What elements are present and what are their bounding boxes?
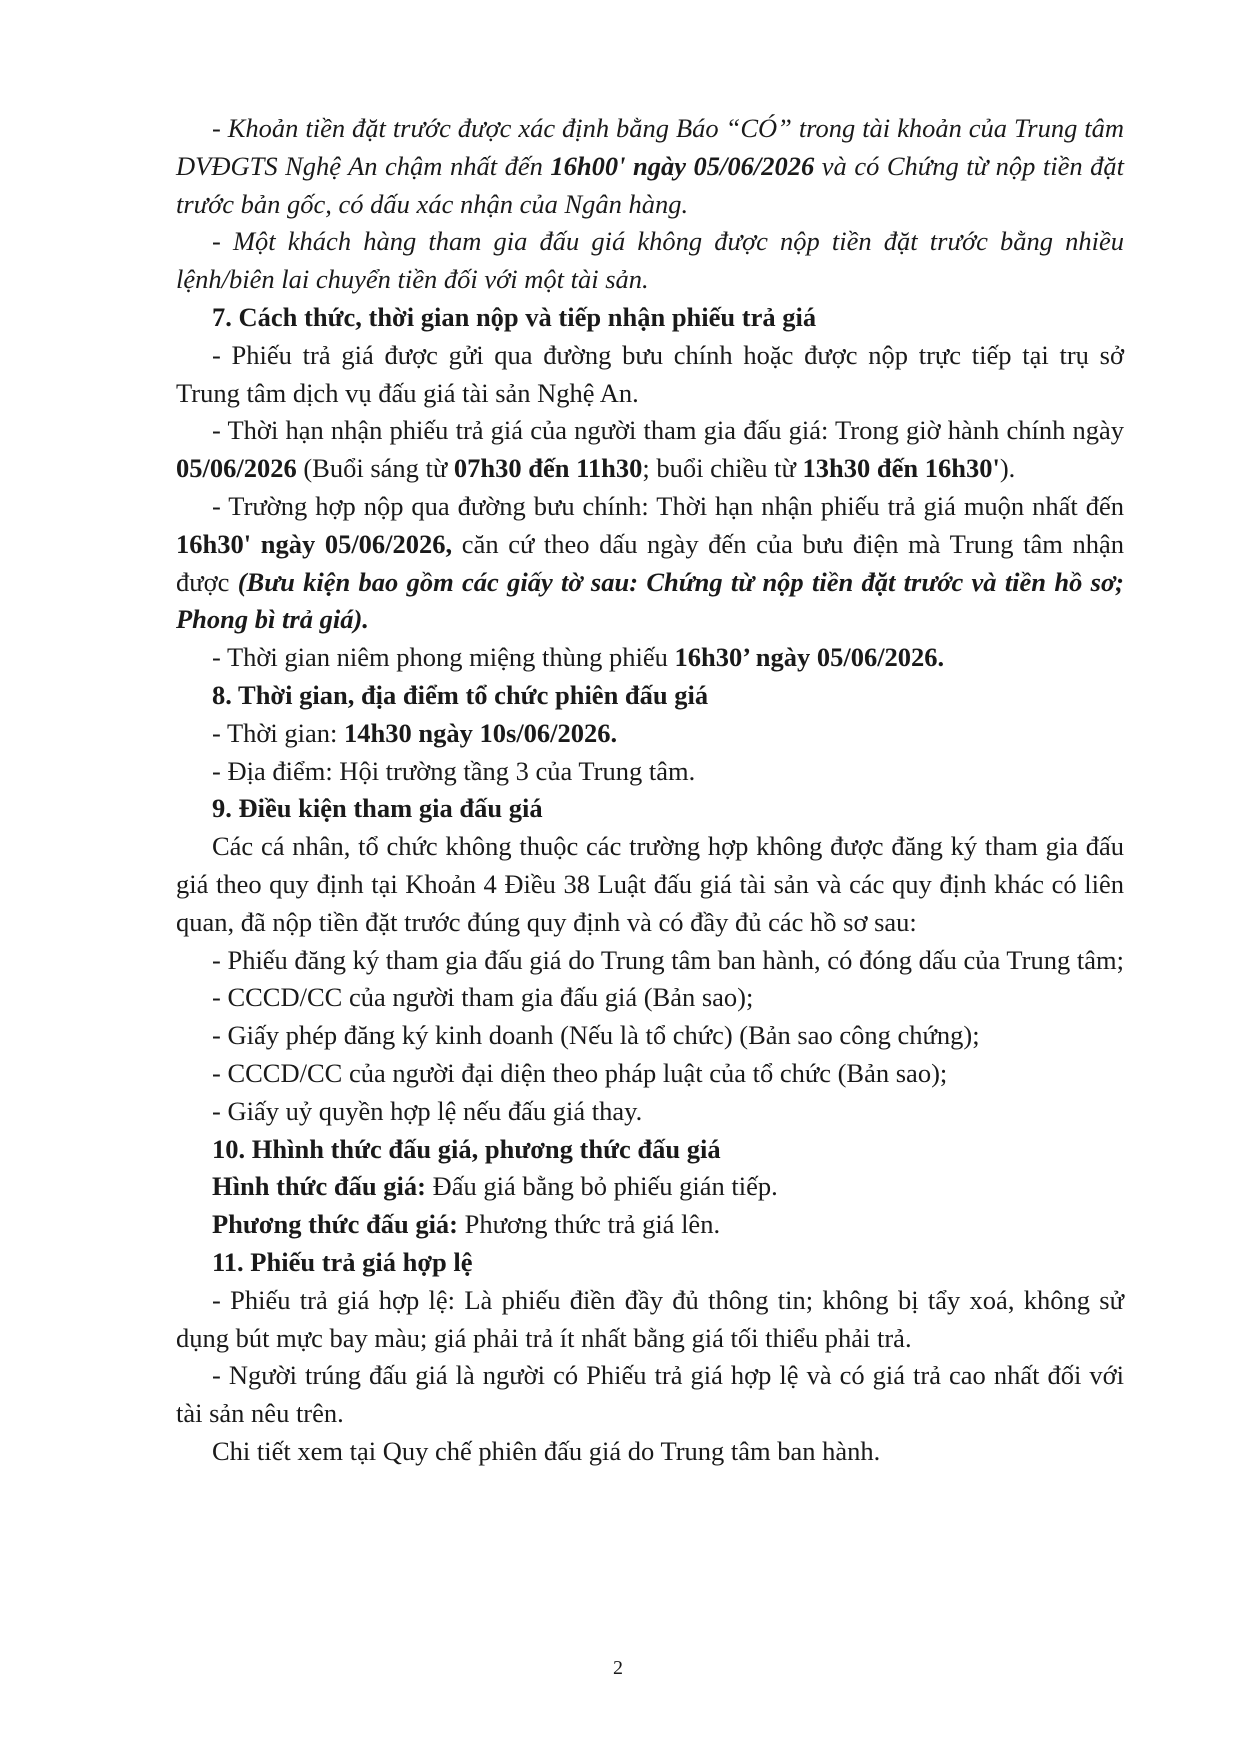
deposit-confirmation-paragraph: - Khoản tiền đặt trước được xác định bằng Báo “CÓ” trong tài khoản của Trung tâm DVĐGTS Nghệ An chậm nhất đến 16h00' ngày 05/06/2026 và có Chứng từ nộp tiền đặt trước bản gốc, có dấu xác nhận của Ngân hàng. <box>176 113 1124 219</box>
section-7-paragraph-4: - Thời gian niêm phong miệng thùng phiếu 16h30’ ngày 05/06/2026. <box>212 642 945 673</box>
section-9-item: - Giấy uỷ quyền hợp lệ nếu đấu giá thay. <box>212 1095 643 1126</box>
section-8-location: - Địa điểm: Hội trường tầng 3 của Trung tâm. <box>212 755 696 786</box>
section-11-paragraph-2: - Người trúng đấu giá là người có Phiếu trả giá hợp lệ và có giá trả cao nhất đối với tài sản nêu trên. <box>176 1360 1124 1429</box>
section-9-item: - CCCD/CC của người đại diện theo pháp luật của tổ chức (Bản sao); <box>212 1057 948 1088</box>
auction-method-line: Phương thức đấu giá: Phương thức trả giá lên. <box>212 1209 721 1240</box>
section-8-heading: 8. Thời gian, địa điểm tổ chức phiên đấu giá <box>212 679 709 710</box>
section-7-heading: 7. Cách thức, thời gian nộp và tiếp nhận phiếu trả giá <box>212 301 817 332</box>
page-number: 2 <box>613 1657 623 1679</box>
section-7-paragraph-1: - Phiếu trả giá được gửi qua đường bưu chính hoặc được nộp trực tiếp tại trụ sở Trung tâm dịch vụ đấu giá tài sản Nghệ An. <box>176 339 1124 408</box>
single-deposit-paragraph: - Một khách hàng tham gia đấu giá không được nộp tiền đặt trước bằng nhiều lệnh/biên lai chuyển tiền đối với một tài sản. <box>176 226 1124 295</box>
section-10-heading: 10. Hhình thức đấu giá, phương thức đấu giá <box>212 1133 721 1164</box>
auction-form-line: Hình thức đấu giá: Đấu giá bằng bỏ phiếu gián tiếp. <box>212 1171 778 1202</box>
section-11-heading: 11. Phiếu trả giá hợp lệ <box>212 1246 473 1277</box>
section-9-intro: Các cá nhân, tổ chức không thuộc các trường hợp không được đăng ký tham gia đấu giá theo quy định tại Khoản 4 Điều 38 Luật đấu giá tài sản và các quy định khác có liên quan, đã nộp tiền đặt trước đúng quy định và có đầy đủ các hồ sơ sau: <box>176 831 1124 937</box>
section-7-paragraph-3: - Trường hợp nộp qua đường bưu chính: Thời hạn nhận phiếu trả giá muộn nhất đến 16h30' ngày 05/06/2026, căn cứ theo dấu ngày đến của bưu điện mà Trung tâm nhận được (Bưu kiện bao gồm các giấy tờ sau: Chứng từ nộp tiền đặt trước và tiền hồ sơ; Phong bì trả giá). <box>176 490 1124 635</box>
section-9-item: - CCCD/CC của người tham gia đấu giá (Bản sao); <box>212 982 754 1013</box>
section-9-item: - Phiếu đăng ký tham gia đấu giá do Trung tâm ban hành, có đóng dấu của Trung tâm; <box>212 944 1124 975</box>
section-8-time: - Thời gian: 14h30 ngày 10s/06/2026. <box>212 717 618 748</box>
section-11-paragraph-3: Chi tiết xem tại Quy chế phiên đấu giá do Trung tâm ban hành. <box>212 1435 881 1466</box>
section-9-item: - Giấy phép đăng ký kinh doanh (Nếu là tổ chức) (Bản sao công chứng); <box>212 1020 980 1051</box>
section-9-heading: 9. Điều kiện tham gia đấu giá <box>212 793 543 824</box>
section-11-paragraph-1: - Phiếu trả giá hợp lệ: Là phiếu điền đầy đủ thông tin; không bị tẩy xoá, không sử dụng bút mực bay màu; giá phải trả ít nhất bằng giá tối thiểu phải trả. <box>176 1284 1124 1353</box>
section-7-paragraph-2: - Thời hạn nhận phiếu trả giá của người tham gia đấu giá: Trong giờ hành chính ngày 05/06/2026 (Buổi sáng từ 07h30 đến 11h30; buổi chiều từ 13h30 đến 16h30'). <box>176 415 1124 484</box>
